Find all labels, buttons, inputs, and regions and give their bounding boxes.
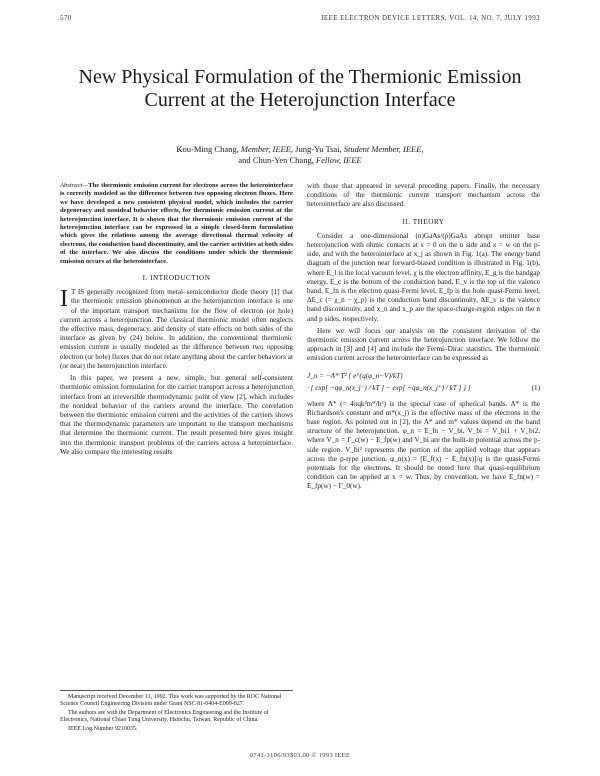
running-header — [60, 14, 540, 22]
author-3-name: Chun-Yen Chang, — [252, 155, 314, 165]
theory-paragraph-1: Consider a one-dimensional (n)GaAs/(p)GaAs abrupt emitter base heterojunction with ohmic contacts at x = 0 on the n side and x = w on the p-side, and with the heterointerface at x_j as shown in Fig. 1(a). The energy band diagram of the junction near forward-biased condition is illustrated in Fig. 1(b), where E_l is the local vacuum level, χ is the electron affinity, E_g is the bandgap energy, E_c is the bottom of the conduction band, E_v is the top of the valence band, E_fn is the electron quasi-Fermi level, E_fp is the hole quasi-Fermi level, ΔE_c (= χ_n − χ_p) is the conduction band discontinuity, ΔE_v is the valence band discontinuity, and x_n and x_p are the space-charge-region edges on the n and p sides, respectively. — [307, 231, 540, 323]
equation-1-line-1: J_n = −A* T² [ e^{q(φ_n−V)/kT} — [307, 371, 403, 380]
theory-paragraph-3: where A* (= 4πqk²m*/h³) is the special case of spherical bands. A* is the Richardson's constant and m*(x_j) is the effective mass of the electrons in the base region. As pointed out in [2], the A* and m* values depend on the band structure of the heterojunction. φ_n = E_fn − V_bi, V_bi = V_bi1 + V_bi2, where V_n = Γ_c(w) − E_fp(w) and V_bi are the built-in potential across the p-side region. V_bi² represents the portion of the applied voltage that appears across the p-type junction. φ_n(x) = [E_f(x) − E_fn(x)]/q is the quasi-Fermi potentials for the electrons. It should be noted here that quasi-equilibrium condition can be applied at x = w. Thus, by convention, we have E_fn(w) = E_fp(w) − Γ_0(w). — [307, 399, 540, 491]
right-column — [307, 182, 540, 495]
theory-paragraph-2: Here we will focus our analysis on the consistent derivation of the thermionic emission current across the heterojunction interface. We follow the approach in [3] and [4] and include the Fermi–Dirac statistics. The thermionic emission current across the heterointerface can be expressed as — [307, 326, 540, 363]
intro-continuation: with those that appeared in several preceding papers. Finally, the necessary conditions of the thermionic current transport mechanism across the heterointerface are also discussed. — [307, 182, 540, 209]
equation-number: (1) — [531, 383, 540, 392]
footnote-manuscript: Manuscript received December 11, 1992. This work was supported by the ROC National Science Council Engineering Division under Grant NSC 81-0404-E009-027. — [60, 694, 282, 708]
abstract-label: Abstract— — [60, 182, 89, 189]
author-3-role: Fellow, IEEE — [315, 155, 362, 165]
abstract — [60, 182, 293, 266]
copyright-line: 0741-3106/93$03.00 © 1993 IEEE — [249, 752, 351, 759]
intro-paragraph-2: In this paper, we present a new, simple, but general self-consistent thermionic emission formulation for the carrier transport across a heterojunction interface from an irreversible thermodynamic point of view [2], which includes the nonideal behavior of the carriers around the interface. The correlation between the thermionic emission current and the activities of the carriers shows that the thermodynamic parameters are important to the transport mechanisms that determine the thermionic current. The result presented here gives insight into the thermionic transport problems of the carriers across a heterointerface. We also compare the interesting results — [60, 374, 293, 456]
equation-1-line-2: · { exp[ −qφ_n(x_j⁻) / kT ] − exp[ −qφ_n(x_j⁺) / kT ] } ] — [307, 383, 471, 392]
author-1-name: Kou-Ming Chang, — [176, 144, 239, 154]
abstract-text: The thermionic emission current for electrons across the heterointerface is correctly modeled as the difference between two opposing electron fluxes. Here we have developed a new consistent physical model, which includes the carrier degeneracy and nonideal behavior effects, for thermionic emission current at the heterojunction interface. It is shown that the thermionic emission current of the heterojunction interface can be expressed in a simple closed-form formulation which gives the relations among the average directional thermal velocity of electrons, the conduction band discontinuity, and the carrier activities at both sides of the interface. We also discuss the conditions under which the thermionic emission occurs at the heterointerface. — [60, 182, 293, 265]
footnote — [60, 690, 293, 734]
author-list — [70, 144, 530, 166]
section-heading-introduction: I. INTRODUCTION — [142, 274, 211, 283]
author-2-role: Student Member, IEEE, — [343, 144, 424, 154]
intro-paragraph-1 — [60, 288, 293, 371]
left-column — [60, 182, 293, 460]
intro-paragraph-1-text: T IS generally recognized from metal–semiconductor diode theory [1] that the thermionic emission phenomenon at the heterojunction interface is one of the important transport mechanisms for the flow of electron (or hole) current across a heterojunction. The classical thermionic model often neglects the effective mass, degeneracy, and density of state effects on both sides of the interface as given by (24) below. In addition, the conventional thermionic emission current is usually modeled as the difference between two opposing electron (or hole) fluxes that do not relate anything about the carrier behaviors at (or near) the heterojunction interface. — [60, 288, 293, 370]
author-conjunction: and — [238, 155, 251, 165]
journal-name: IEEE ELECTRON DEVICE LETTERS, VOL. 14, NO. 7, JULY 1993 — [321, 14, 540, 22]
author-1-role: Member, IEEE, — [240, 144, 294, 154]
equation-1 — [307, 370, 540, 394]
page-number: 570 — [60, 14, 72, 22]
section-heading-theory: II. THEORY — [402, 217, 445, 226]
footnote-affiliation: The authors are with the Department of Electronics Engineering and the Institute of Electronics, National Chiao Tung University, Hsinchu, Taiwan, Republic of China. — [60, 709, 269, 724]
drop-cap: I — [60, 286, 68, 313]
paper-title: New Physical Formulation of the Thermionic Emission Current at the Heterojunction Interface — [78, 66, 522, 111]
footnote-log-number: IEEE Log Number 9210035. — [68, 725, 138, 732]
author-2-name: Jung-Yu Tsai, — [295, 144, 342, 154]
